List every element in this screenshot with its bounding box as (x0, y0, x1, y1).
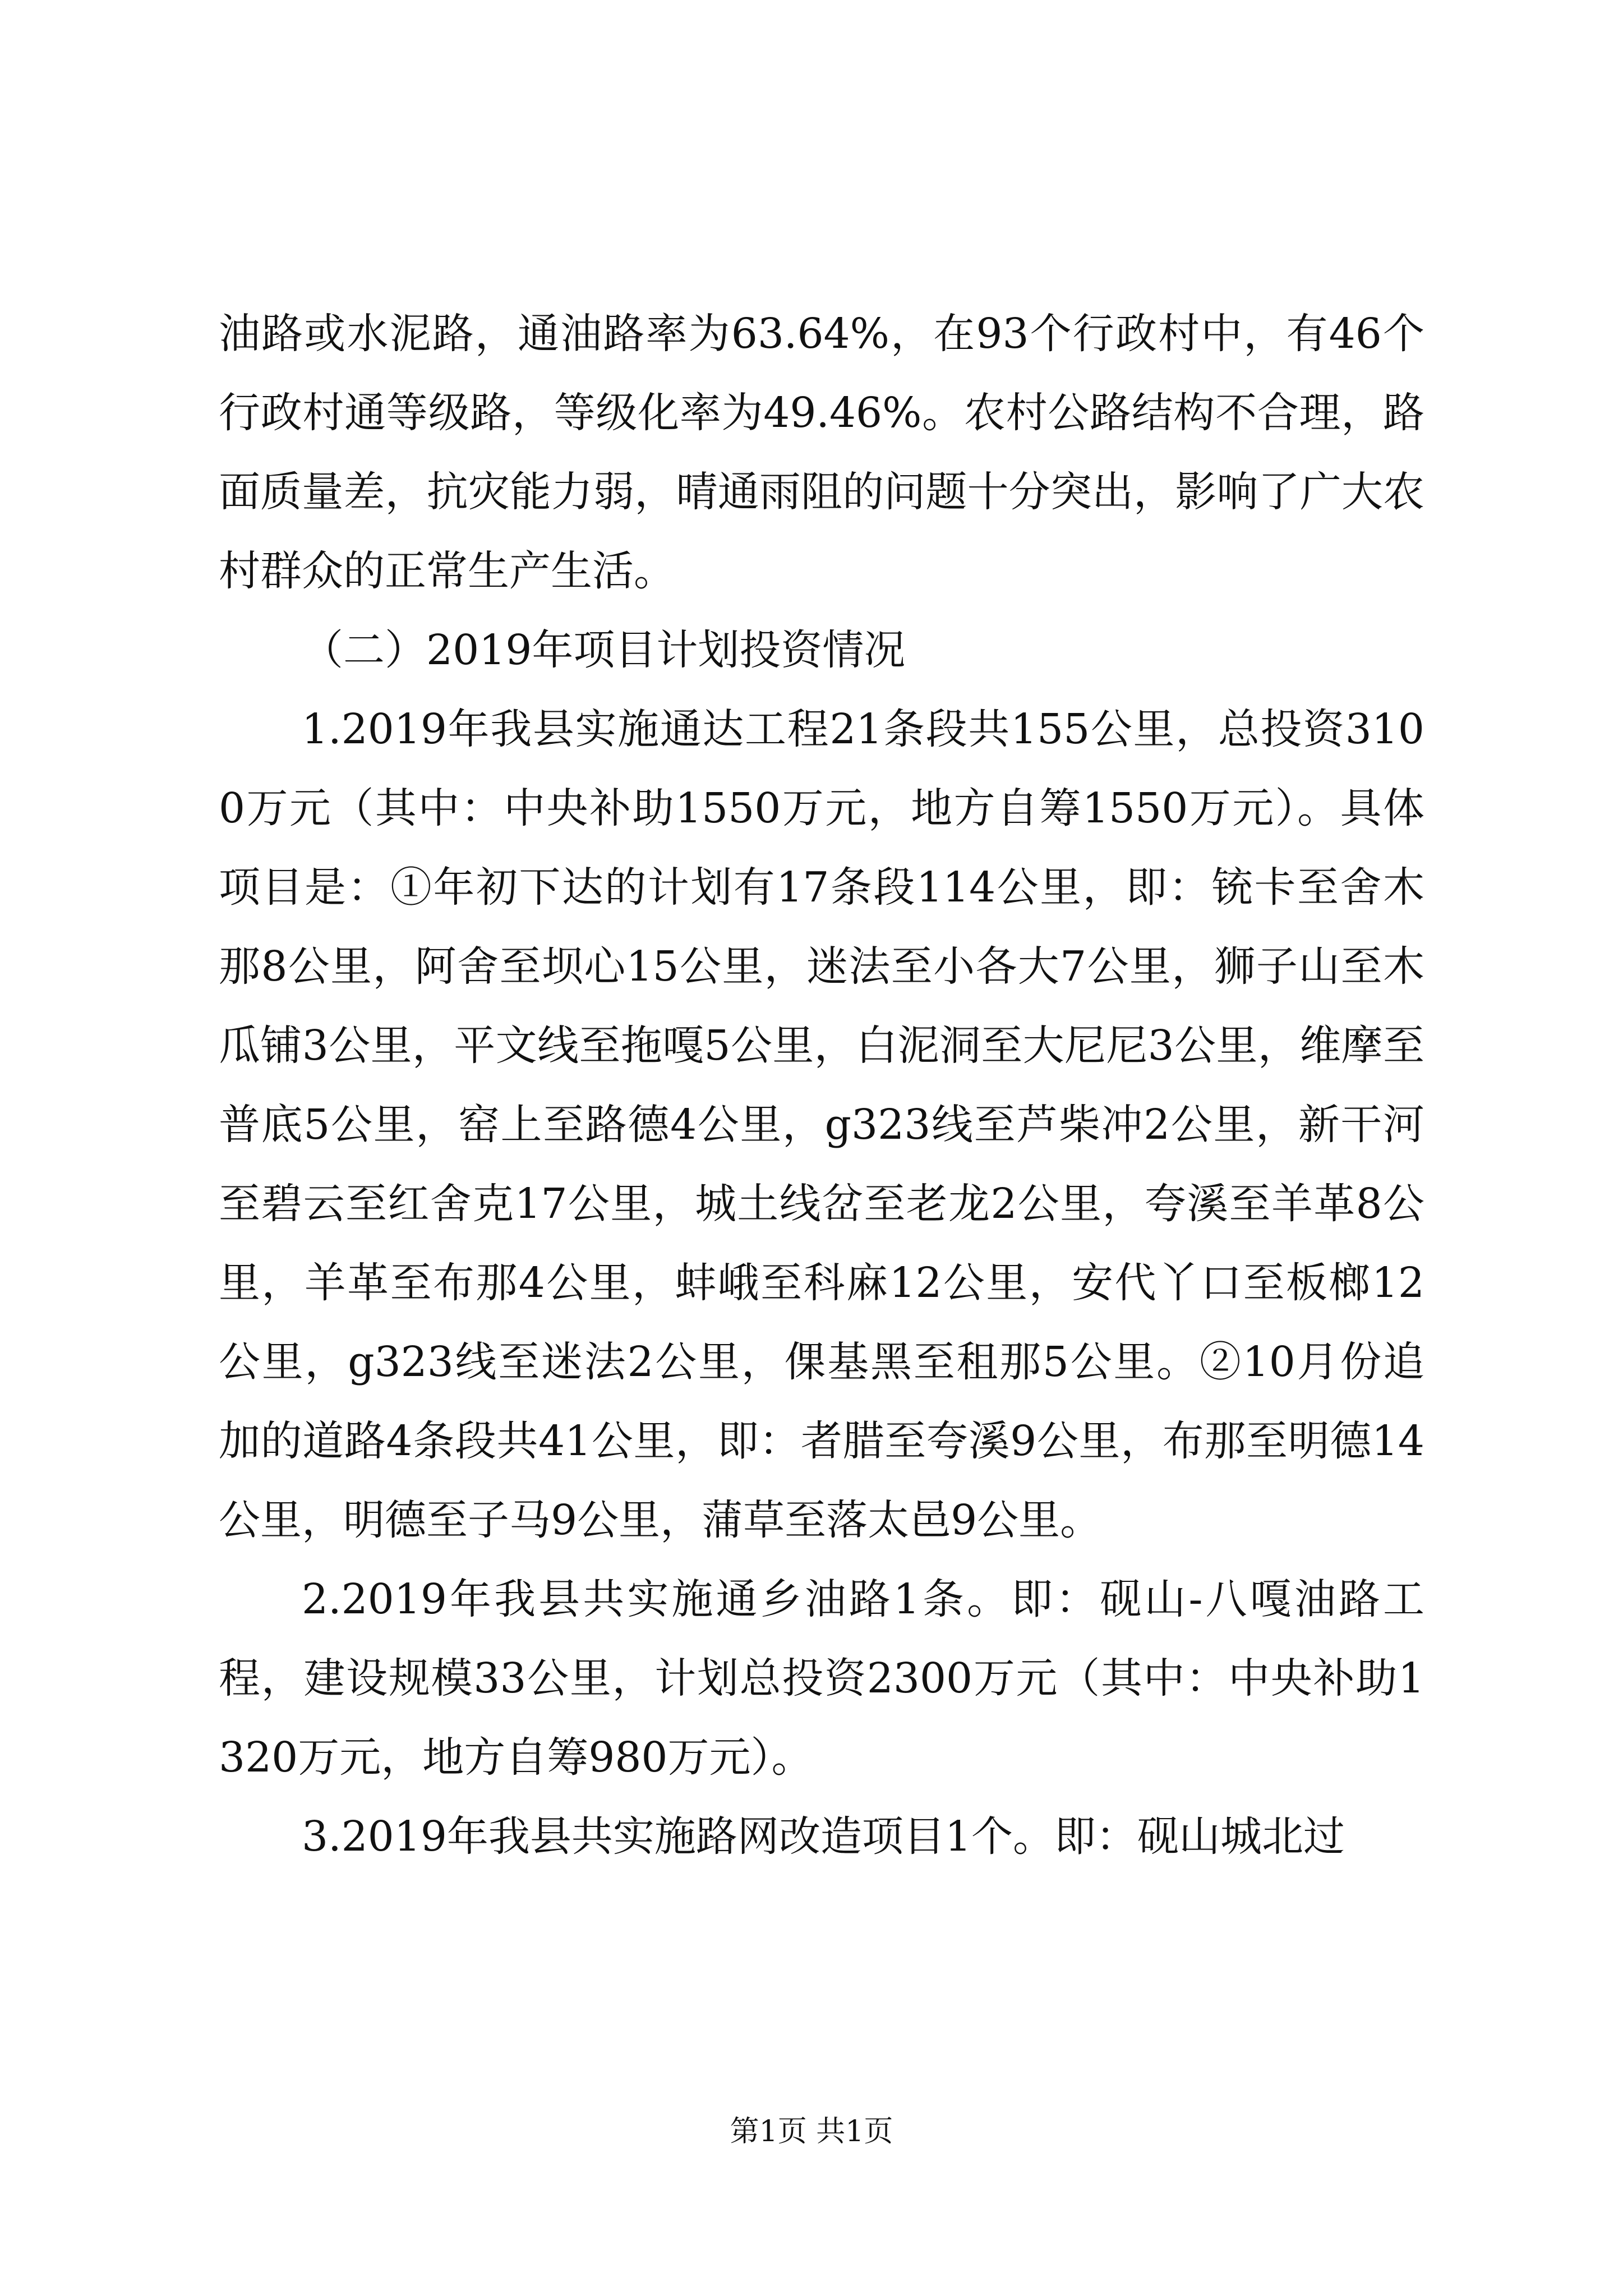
paragraph-network-upgrade: 3.2019年我县共实施路网改造项目1个。即：砚山城北过 (302, 1812, 1345, 1861)
page-number-footer: 第1页 共1页 (730, 2115, 893, 2148)
paragraph-township-road: 2.2019年我县共实施通乡油路1条。即：砚山-八嘎油路工程，建设规模33公里，计划总投资2300万元（其中：中央补助1320万元，地方自筹980万元）。 (219, 1575, 1424, 1782)
paragraph-road-status: 油路或水泥路，通油路率为63.64%，在93个行政村中，有46个行政村通等级路，等级化率为49.46%。农村公路结构不合理，路面质量差，抗灾能力弱，晴通雨阻的问题十分突出，影响了广大农村群众的正常生产生活。 (219, 310, 1424, 595)
paragraph-access-project: 1.2019年我县实施通达工程21条段共155公里，总投资3100万元（其中：中央补助1550万元，地方自筹1550万元）。具体项目是：①年初下达的计划有17条段114公里，即：铳卡至舍木那8公里，阿舍至坝心15公里，迷法至小各大7公里，狮子山至木瓜铺3公里，平文线至拖嘎5公里，白泥洞至大尼尼3公里，维摩至普底5公里，窑上至路德4公里，g323线至芦柴冲2公里，新干河至碧云至红舍克17公里，城土线岔至老龙2公里，夸溪至羊革8公里，羊革至布那4公里，蚌峨至科麻12公里，安代丫口至板榔12公里，g323线至迷法2公里，倮基黑至租那5公里。②10月份追加的道路4条段共41公里，即：者腊至夸溪9公里，布那至明德14公里，明德至子马9公里，蒲草至落太邑9公里。 (219, 705, 1424, 1544)
document-body (219, 295, 1424, 1876)
section-heading-investment: （二）2019年项目计划投资情况 (302, 626, 906, 674)
